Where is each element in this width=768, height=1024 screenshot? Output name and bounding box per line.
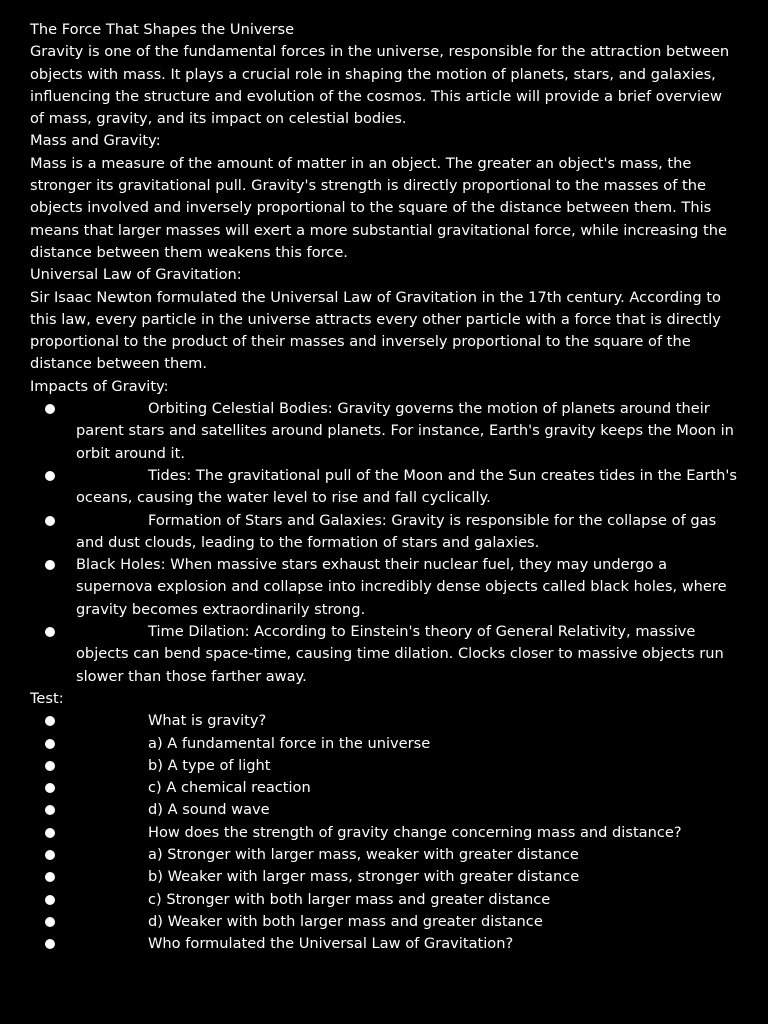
list-item [30, 755, 738, 777]
test-item-text: a) A fundamental force in the universe [148, 734, 431, 752]
bullet-icon [45, 917, 55, 927]
test-list [30, 710, 738, 955]
bullet-icon [45, 828, 55, 838]
bullet-icon [45, 805, 55, 815]
bullet-icon [45, 850, 55, 860]
section-heading-mass-gravity: Mass and Gravity: [30, 132, 161, 150]
test-item-text: b) Weaker with larger mass, stronger with greater distance [148, 868, 580, 886]
test-item-text: Who formulated the Universal Law of Gravitation? [148, 935, 514, 953]
bullet-icon [45, 627, 55, 637]
section-heading-universal-law: Universal Law of Gravitation: [30, 266, 242, 284]
list-item [30, 889, 738, 911]
list-item [30, 777, 738, 799]
list-item [30, 844, 738, 866]
bullet-icon [45, 560, 55, 570]
section-body-mass-gravity: Mass is a measure of the amount of matter in an object. The greater an object's mass, the stronger its gravitational pull. Gravity's strength is directly proportional to the masses of the objects involved and inversely proportional to the square of the distance between them. This means that larger masses will exert a more substantial gravitational force, while increasing the distance between them weakens this force. [30, 154, 727, 261]
test-item-text: What is gravity? [148, 712, 267, 730]
test-item-text: d) A sound wave [148, 801, 270, 819]
list-item [30, 911, 738, 933]
list-item [30, 510, 738, 555]
test-item-text: c) A chemical reaction [148, 779, 311, 797]
test-item-text: a) Stronger with larger mass, weaker with greater distance [148, 845, 579, 863]
bullet-icon [45, 739, 55, 749]
impact-text: Black Holes: When massive stars exhaust their nuclear fuel, they may undergo a supernova explosion and collapse into incredibly dense objects called black holes, where gravity becomes extraordinarily strong. [76, 556, 727, 618]
bullet-icon [45, 516, 55, 526]
bullet-icon [45, 716, 55, 726]
impact-text: Orbiting Celestial Bodies: Gravity governs the motion of planets around their parent stars and satellites around planets. For instance, Earth's gravity keeps the Moon in orbit around it. [76, 400, 734, 462]
list-item [30, 733, 738, 755]
bullet-icon [45, 783, 55, 793]
list-item [30, 710, 738, 732]
list-item [30, 822, 738, 844]
test-heading: Test: [30, 689, 64, 707]
list-item [30, 933, 738, 955]
document-title: The Force That Shapes the Universe [30, 21, 295, 38]
bullet-icon [45, 895, 55, 905]
intro-paragraph: Gravity is one of the fundamental forces in the universe, responsible for the attraction between objects with mass. It plays a crucial role in shaping the motion of planets, stars, and galaxies, influencing the structure and evolution of the cosmos. This article will provide a brief overview of mass, gravity, and its impact on celestial bodies. [30, 43, 730, 128]
bullet-icon [45, 872, 55, 882]
impact-text: Formation of Stars and Galaxies: Gravity is responsible for the collapse of gas and dust clouds, leading to the formation of stars and galaxies. [76, 511, 717, 551]
bullet-icon [45, 404, 55, 414]
bullet-icon [45, 761, 55, 771]
test-item-text: How does the strength of gravity change concerning mass and distance? [148, 823, 682, 841]
impact-text: Tides: The gravitational pull of the Moon and the Sun creates tides in the Earth's oceans, causing the water level to rise and fall cyclically. [76, 466, 737, 507]
impacts-heading: Impacts of Gravity: [30, 377, 169, 395]
list-item [30, 398, 738, 465]
bullet-icon [45, 939, 55, 949]
list-item [30, 465, 738, 510]
list-item [30, 554, 738, 621]
test-item-text: c) Stronger with both larger mass and greater distance [148, 890, 551, 908]
bullet-icon [45, 471, 55, 481]
section-body-universal-law: Sir Isaac Newton formulated the Universal Law of Gravitation in the 17th century. According to this law, every particle in the universe attracts every other particle with a force that is directly proportional to the product of their masses and inversely proportional to the square of the distance between them. [30, 288, 721, 373]
list-item [30, 799, 738, 821]
impact-text: Time Dilation: According to Einstein's theory of General Relativity, massive objects can bend space-time, causing time dilation. Clocks closer to massive objects run slower than those farther away. [76, 623, 724, 685]
test-item-text: d) Weaker with both larger mass and greater distance [148, 912, 543, 930]
test-item-text: b) A type of light [148, 756, 271, 774]
impacts-list [30, 398, 738, 688]
list-item [30, 621, 738, 688]
list-item [30, 866, 738, 888]
